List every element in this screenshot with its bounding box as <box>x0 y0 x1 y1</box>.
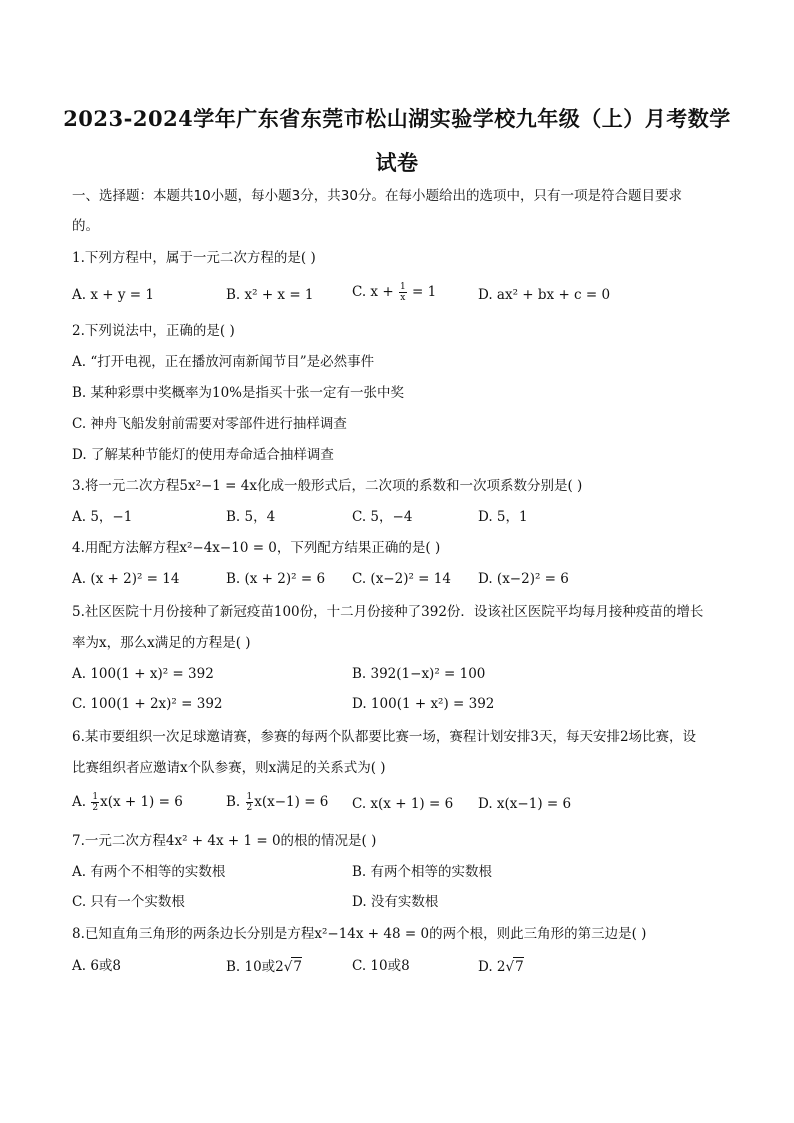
question-5-option-b: B. 392(1−x)² = 100 <box>352 666 486 682</box>
question-2-option-d: D. 了解某种节能灯的使用寿命适合抽样调查 <box>72 447 334 463</box>
fraction-numerator: 1 <box>92 792 99 802</box>
question-5-stem-continued: 率为x，那么x满足的方程是( ) <box>72 635 251 651</box>
fraction-denominator: x <box>400 293 406 303</box>
question-8-option-b <box>226 957 302 976</box>
sqrt-icon: √ <box>283 959 293 975</box>
question-6-stem-continued: 比赛组织者应邀请x个队参赛，则x满足的关系式为( ) <box>72 760 386 776</box>
question-8-option-d <box>478 957 524 976</box>
question-1-option-c <box>352 282 436 303</box>
sqrt-icon: √ <box>505 959 515 975</box>
question-5-option-a: A. 100(1 + x)² = 392 <box>72 666 214 682</box>
fraction-numerator: 1 <box>246 792 253 802</box>
fraction-denominator: 2 <box>246 803 253 813</box>
question-7-option-b: B. 有两个相等的实数根 <box>352 864 493 880</box>
question-2-option-b: B. 某种彩票中奖概率为10%是指买十张一定有一张中奖 <box>72 385 405 401</box>
exam-title: 2023-2024学年广东省东莞市松山湖实验学校九年级（上）月考数学 <box>63 106 731 131</box>
question-5-option-c: C. 100(1 + 2x)² = 392 <box>72 696 223 712</box>
question-4-option-a: A. (x + 2)² = 14 <box>72 571 180 587</box>
question-3-option-b: B. 5，4 <box>226 509 276 525</box>
fraction <box>399 282 407 303</box>
question-7-option-a: A. 有两个不相等的实数根 <box>72 864 226 880</box>
fraction-numerator: 1 <box>399 282 406 292</box>
fraction-denominator: 2 <box>92 803 99 813</box>
question-1-stem: 1.下列方程中，属于一元二次方程的是( ) <box>72 250 316 266</box>
question-8-stem: 8.已知直角三角形的两条边长分别是方程x²−14x + 48 = 0的两个根，则此三角形的第三边是( ) <box>72 926 647 942</box>
question-3-stem: 3.将一元二次方程5x²−1 = 4x化成一般形式后，二次项的系数和一次项系数分别是( ) <box>72 478 583 494</box>
question-4-option-c: C. (x−2)² = 14 <box>352 571 451 587</box>
option-c-prefix: C. x + <box>352 284 398 300</box>
question-6-option-a <box>72 792 183 813</box>
question-5-stem: 5.社区医院十月份接种了新冠疫苗100份，十二月份接种了392份．设该社区医院平均每月接种疫苗的增长 <box>72 604 704 620</box>
question-2-option-c: C. 神舟飞船发射前需要对零部件进行抽样调查 <box>72 416 347 432</box>
question-6-option-c: C. x(x + 1) = 6 <box>352 796 454 812</box>
option-b-expression: x(x−1) = 6 <box>254 794 329 810</box>
question-8-option-c: C. 10或8 <box>352 958 410 974</box>
fraction-half <box>91 792 99 813</box>
option-b-prefix: B. <box>226 794 245 810</box>
option-a-expression: x(x + 1) = 6 <box>100 794 183 810</box>
question-7-option-c: C. 只有一个实数根 <box>72 894 185 910</box>
question-6-option-b <box>226 792 328 813</box>
question-1-option-b: B. x² + x = 1 <box>226 287 314 303</box>
question-3-option-d: D. 5，1 <box>478 509 528 525</box>
fraction-half <box>246 792 254 813</box>
question-3-option-a: A. 5，−1 <box>72 509 133 525</box>
question-1-option-a: A. x + y = 1 <box>72 287 154 303</box>
option-a-prefix: A. <box>72 794 91 810</box>
question-3-option-c: C. 5，−4 <box>352 509 413 525</box>
exam-title-continued: 试卷 <box>375 150 419 175</box>
question-4-option-d: D. (x−2)² = 6 <box>478 571 569 587</box>
question-8-option-a: A. 6或8 <box>72 958 122 974</box>
question-6-option-d: D. x(x−1) = 6 <box>478 796 572 812</box>
radicand: 7 <box>293 959 302 975</box>
radicand: 7 <box>515 959 524 975</box>
question-7-stem: 7.一元二次方程4x² + 4x + 1 = 0的根的情况是( ) <box>72 833 377 849</box>
question-1-option-d: D. ax² + bx + c = 0 <box>478 287 611 303</box>
question-2-option-a: A. “打开电视，正在播放河南新闻节目”是必然事件 <box>72 354 375 370</box>
section-instructions-continued: 的。 <box>72 218 99 234</box>
question-4-stem: 4.用配方法解方程x²−4x−10 = 0，下列配方结果正确的是( ) <box>72 540 441 556</box>
question-4-option-b: B. (x + 2)² = 6 <box>226 571 326 587</box>
option-b-prefix: B. 10或2 <box>226 959 284 975</box>
question-2-stem: 2.下列说法中，正确的是( ) <box>72 323 235 339</box>
question-7-option-d: D. 没有实数根 <box>352 894 439 910</box>
option-d-prefix: D. 2 <box>478 959 506 975</box>
section-instructions: 一、选择题：本题共10小题，每小题3分，共30分。在每小题给出的选项中，只有一项是符合题目要求 <box>72 188 682 204</box>
question-5-option-d: D. 100(1 + x²) = 392 <box>352 696 495 712</box>
question-6-stem: 6.某市要组织一次足球邀请赛，参赛的每两个队都要比赛一场，赛程计划安排3天，每天安排2场比赛，设 <box>72 729 697 745</box>
option-c-suffix: = 1 <box>407 284 437 300</box>
